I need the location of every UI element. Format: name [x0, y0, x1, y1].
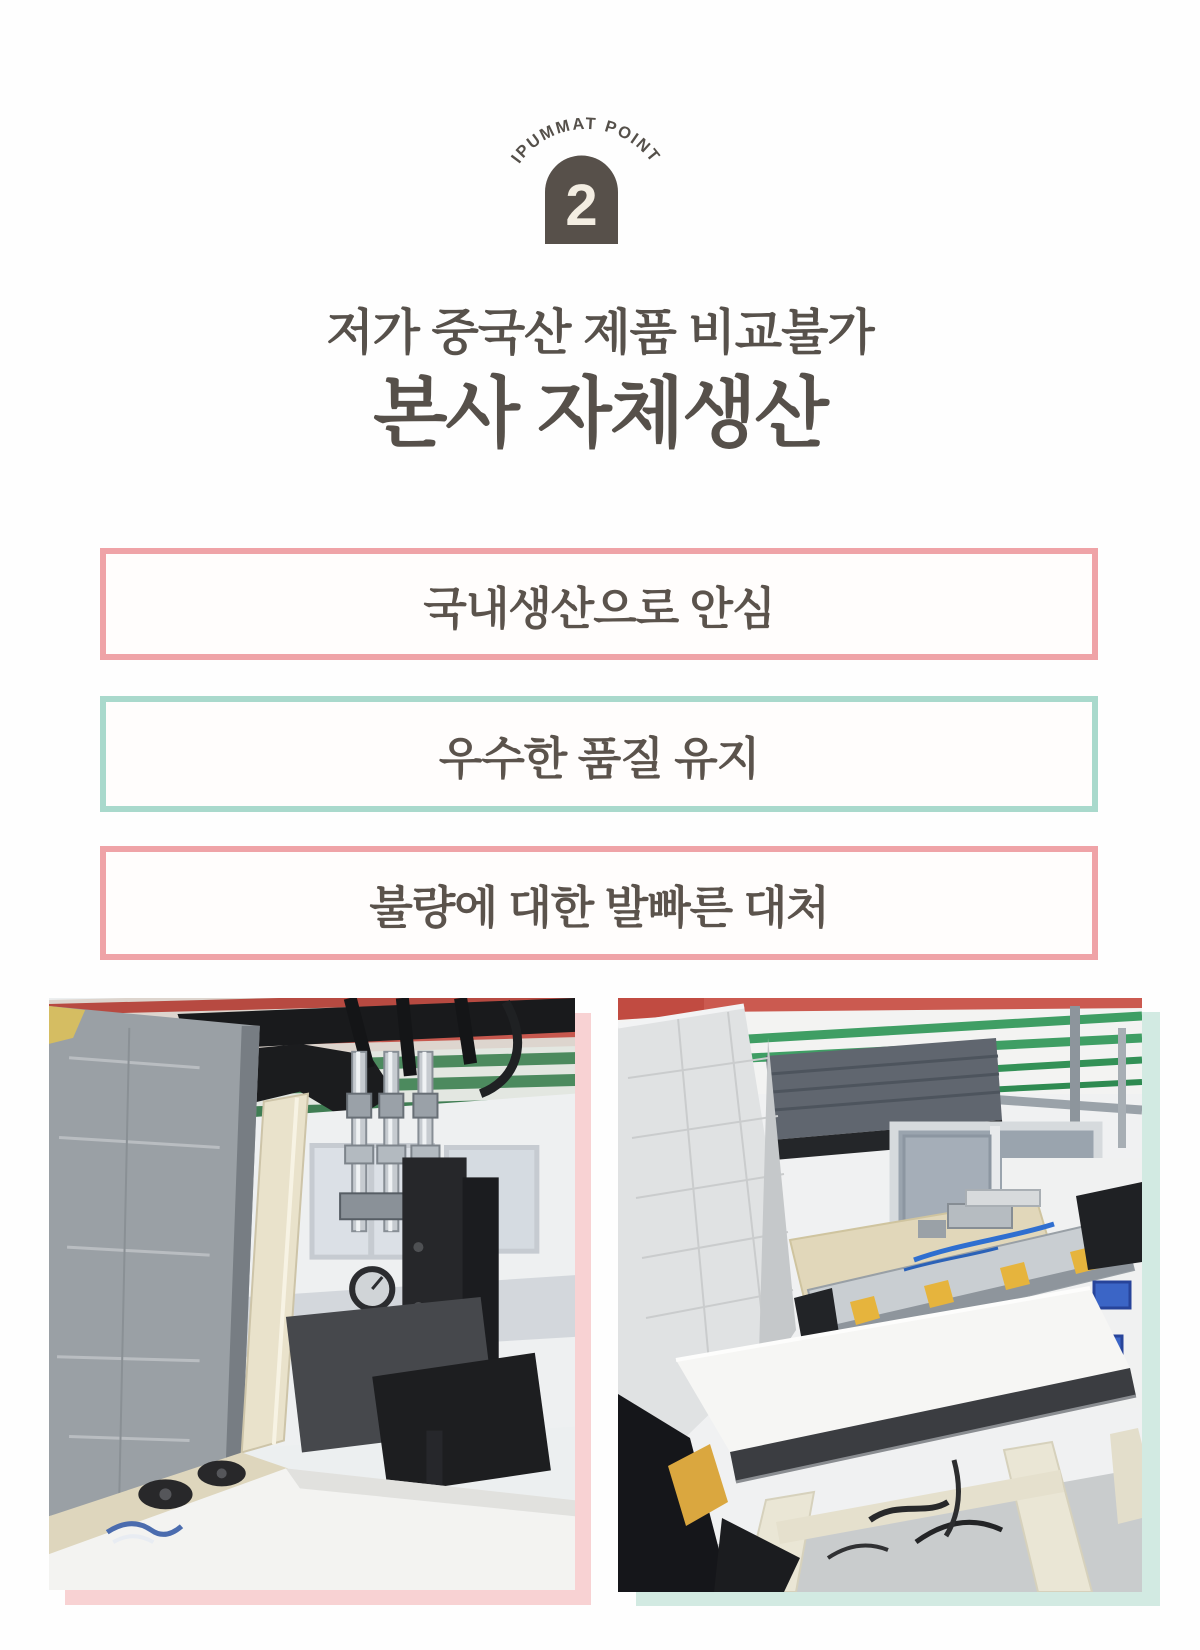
badge-number: 2: [565, 173, 598, 238]
factory-photo-press-table: [618, 998, 1142, 1592]
page-subtitle: 저가 중국산 제품 비교불가: [326, 306, 874, 360]
feature-box-defect-response: [100, 846, 1098, 960]
feature-box-domestic: [100, 548, 1098, 660]
badge-arc-text: IPUMMAT POINT: [507, 114, 664, 167]
factory-photo-left-art: [49, 998, 575, 1590]
feature-label: 국내생산으로 안심: [423, 582, 775, 634]
taped-gray-panel: [49, 1006, 260, 1516]
feature-label: 우수한 품질 유지: [438, 732, 760, 784]
factory-photo-dispensing-machine: [49, 998, 575, 1590]
factory-photo-right-art: [618, 998, 1142, 1592]
page-title: 본사 자체생산: [373, 371, 827, 457]
feature-label: 불량에 대한 발빠른 대처: [369, 881, 829, 933]
point-badge: [460, 104, 700, 254]
feature-box-quality: [100, 696, 1098, 812]
